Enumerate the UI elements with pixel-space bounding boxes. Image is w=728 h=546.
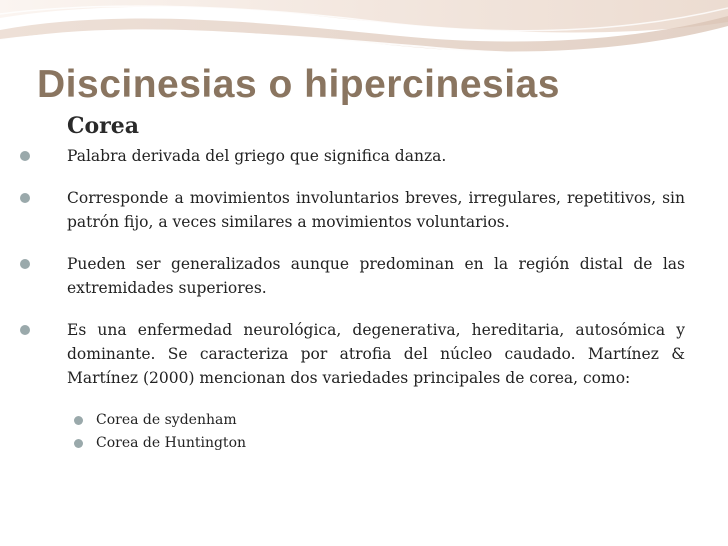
bullet-text: Es una enfermedad neurológica, degenerativa, hereditaria, autosómica y dominante. Se caracteriza por atrofia del núcleo caudado. Martínez & Martínez (2000) mencionan dos variedades principales de corea, como: <box>67 321 685 387</box>
bullet-text: Palabra derivada del griego que significa danza. <box>67 147 447 165</box>
bullet-icon <box>20 259 30 269</box>
sub-bullet-item <box>0 409 728 432</box>
slide-title: Discinesias o hipercinesias <box>37 63 560 106</box>
bullet-icon <box>74 439 83 448</box>
bullet-text: Corresponde a movimientos involuntarios breves, irregulares, repetitivos, sin patrón fijo, a veces similares a movimientos voluntarios. <box>67 189 685 231</box>
sub-bullet-list <box>0 409 728 455</box>
bullet-icon <box>20 325 30 335</box>
bullet-icon <box>20 151 30 161</box>
slide-content <box>0 144 728 455</box>
bullet-icon <box>20 193 30 203</box>
bullet-item <box>0 186 728 234</box>
bullet-item <box>0 318 728 390</box>
sub-bullet-text: Corea de sydenham <box>96 412 237 428</box>
bullet-icon <box>74 416 83 425</box>
decorative-banner <box>0 0 728 60</box>
sub-bullet-text: Corea de Huntington <box>96 435 247 451</box>
bullet-item <box>0 144 728 168</box>
bullet-text: Pueden ser generalizados aunque predominan en la región distal de las extremidades superiores. <box>67 255 685 297</box>
bullet-item <box>0 252 728 300</box>
slide-subtitle: Corea <box>67 113 140 139</box>
sub-bullet-item <box>0 432 728 455</box>
